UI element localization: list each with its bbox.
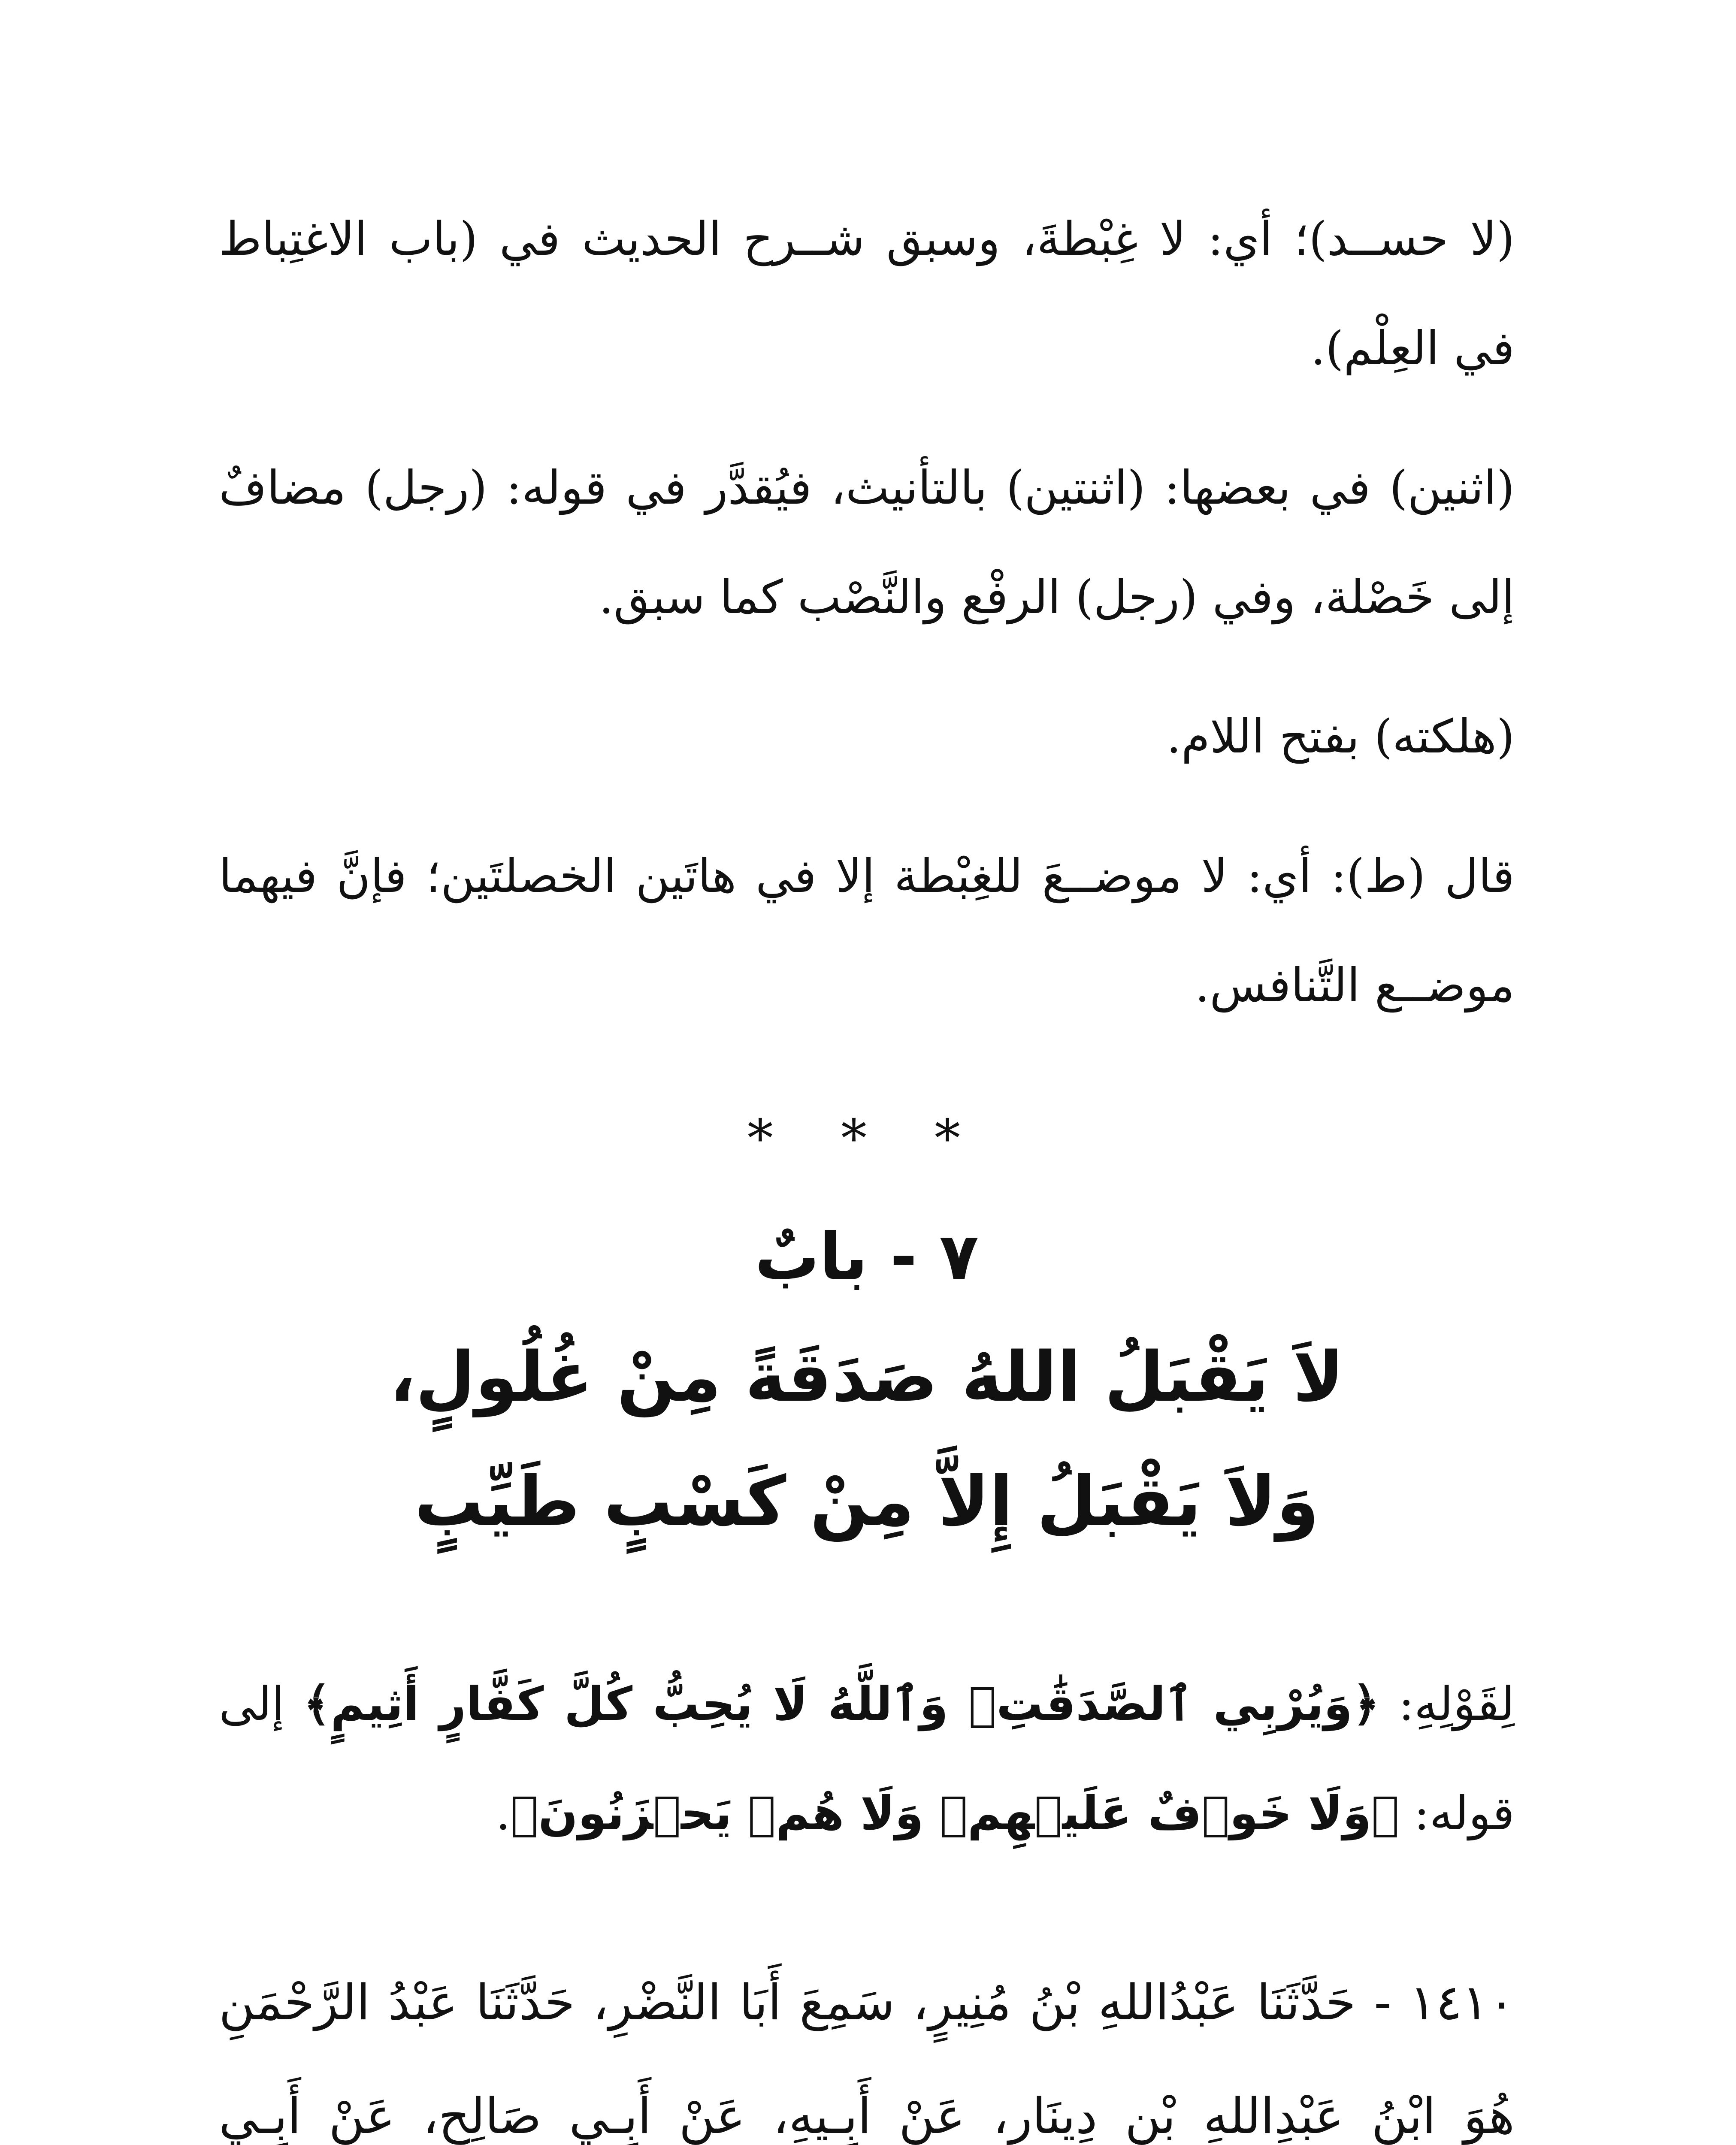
section-separator: * * * bbox=[747, 1109, 986, 1169]
commentary-paragraph-2: (اثنين) في بعضها: (اثنتين) بالتأنيث، فيُقدَّر في قوله: (رجل) مضافٌ إلى خَصْلة، وفي (رجل) الرفْع والنَّصْب كما سبق. bbox=[219, 461, 1515, 624]
hadith-text: ١٤١٠ - حَدَّثَنَا عَبْدُاللهِ بْنُ مُنِيرٍ، سَمِعَ أَبَا النَّضْرِ، حَدَّثَنَا عَبْدُ الرَّحْمَنِ هُوَ ابْنُ عَبْدِاللهِ بْنِ دِينَارٍ، عَنْ أَبِـيهِ، عَنْ أَبِـي صَالِحٍ، عَنْ أَبِـي bbox=[219, 1974, 1515, 2145]
quran-citation-middle: إلى قوله: bbox=[219, 1677, 1515, 1840]
commentary-paragraph-1: (لا حســد)؛ أي: لا غِبْطةَ، وسبق شــرح الحديث في (باب الاغتِباط في العِلْم). bbox=[219, 212, 1515, 375]
commentary-paragraph-4: قال (ط): أي: لا موضــعَ للغِبْطة إلا في هاتَين الخصلتَين؛ فإنَّ فيهما موضــع التَّنافس. bbox=[219, 849, 1515, 1012]
quran-verse-2: ﴿وَلَا خَوۡفٌ عَلَيۡهِمۡ وَلَا هُمۡ يَحۡزَنُونَ﴾ bbox=[510, 1787, 1400, 1840]
chapter-title-line-1: لاَ يَقْبَلُ اللهُ صَدَقَةً مِنْ غُلُولٍ، bbox=[389, 1337, 1344, 1417]
chapter-title-line-2: وَلاَ يَقْبَلُ إِلاَّ مِنْ كَسْبٍ طَيِّبٍ bbox=[414, 1461, 1319, 1541]
chapter-title bbox=[219, 1315, 1515, 1564]
commentary-paragraph-3: (هلكته) بفتح اللام. bbox=[1166, 710, 1515, 764]
quran-verse-1: ﴿وَيُرْبِي ٱلصَّدَقَٰتِۗ وَٱللَّهُ لَا يُحِبُّ كُلَّ كَفَّارٍ أَثِيمٍ﴾ bbox=[303, 1677, 1380, 1731]
quran-citation-suffix: . bbox=[496, 1787, 511, 1840]
text-column bbox=[219, 184, 1515, 2145]
quran-citation bbox=[219, 1650, 1515, 1868]
quran-citation-prefix: لِقَوْلِهِ: bbox=[1379, 1677, 1515, 1731]
chapter-number: ٧ - بابٌ bbox=[755, 1220, 979, 1294]
